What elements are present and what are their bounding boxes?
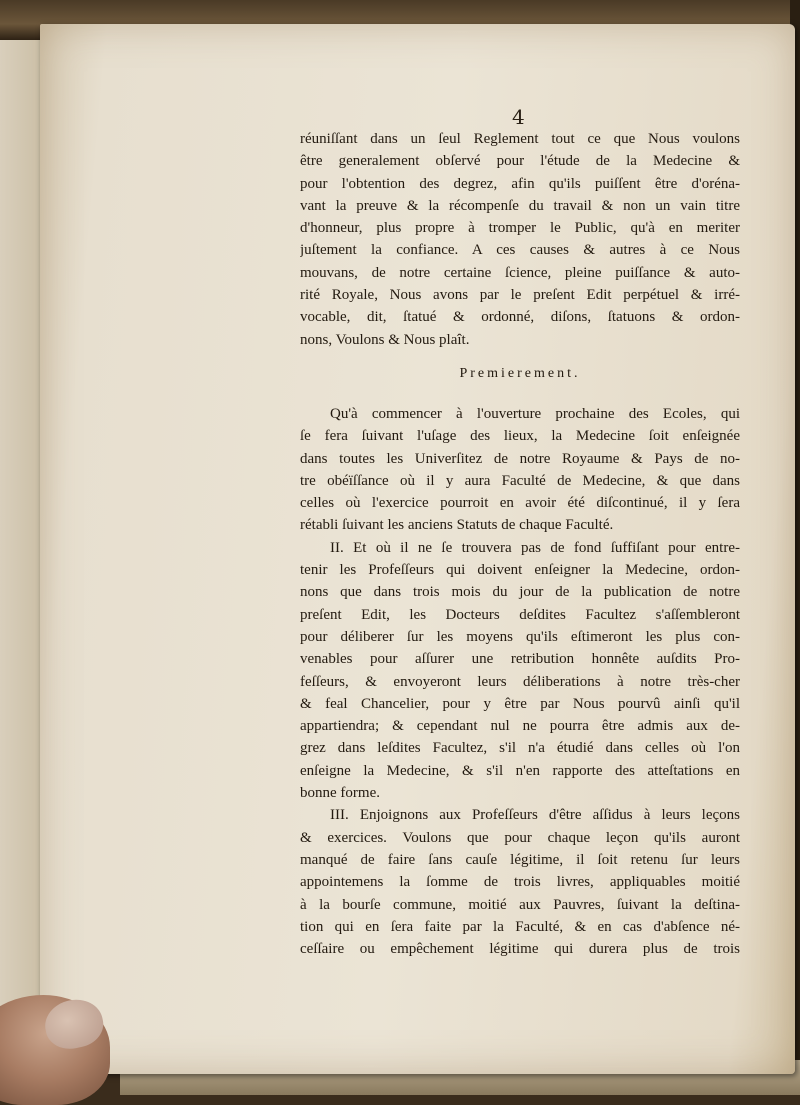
text-line: & feal Chancelier, pour y être par Nous pourvû ainſi qu'il <box>300 695 740 712</box>
text-line: nons, Voulons & Nous plaît. <box>300 331 470 348</box>
text-line: feſſeurs, & envoyeront leurs déliberations à notre très-cher <box>300 673 740 690</box>
text-line: grez dans leſdites Facultez, s'il n'a étudié dans celles où l'on <box>300 740 740 757</box>
text-line: rétabli ſuivant les anciens Statuts de chaque Faculté. <box>300 517 614 534</box>
text-line: être generalement obſervé pour l'étude de la Medecine & <box>300 153 740 170</box>
page-number: 4 <box>512 105 525 129</box>
text-line: d'honneur, plus propre à tromper le Public, qu'à en meriter <box>300 220 740 237</box>
text-line: nons que dans trois mois du jour de la publication de notre <box>300 584 740 601</box>
text-line: bonne forme. <box>300 785 380 802</box>
article-1 <box>300 403 740 537</box>
text-line: pour déliberer ſur les moyens qu'ils eſtimeront les plus con- <box>300 628 740 645</box>
text-line: tenir les Profeſſeurs qui doivent enſeigner la Medecine, ordon- <box>300 562 740 579</box>
text-line: & exercices. Voulons que pour chaque leçon qu'ils auront <box>300 829 740 846</box>
text-line: tre obéïſſance où il y aura Faculté de Medecine, & que dans <box>300 472 740 489</box>
text-line: II. Et où il ne ſe trouvera pas de fond ſuffiſant pour entre- <box>330 539 740 556</box>
text-line: réuniſſant dans un ſeul Reglement tout ce que Nous voulons <box>300 131 740 147</box>
text-line: rité Royale, Nous avons par le preſent Edit perpétuel & irré- <box>300 287 740 304</box>
text-line: ſe fera ſuivant l'uſage des lieux, la Medecine ſoit enſeignée <box>300 428 740 445</box>
text-line: à la bourſe commune, moitié aux Pauvres, ſuivant la deſtina- <box>300 896 740 913</box>
text-line: III. Enjoignons aux Profeſſeurs d'être aſſidus à leurs leçons <box>330 807 740 824</box>
text-line: ceſſaire ou empêchement légitime qui durera plus de trois <box>300 941 740 958</box>
text-line: appointemens la ſomme de trois livres, appliquables moitié <box>300 874 740 891</box>
article-3 <box>300 804 740 960</box>
text-line: dans toutes les Univerſitez de notre Royaume & Pays de no- <box>300 450 740 467</box>
paragraph-intro <box>300 128 740 351</box>
text-line: vocable, dit, ſtatué & ordonné, diſons, ſtatuons & ordon- <box>300 309 740 326</box>
text-line: juſtement la confiance. A ces causes & autres à ce Nous <box>300 242 740 259</box>
text-line: manqué de faire ſans cauſe légitime, il ſoit retenu ſur leurs <box>300 851 740 868</box>
text-line: preſent Edit, les Docteurs deſdites Facultez s'aſſembleront <box>300 606 740 623</box>
section-heading: Premierement. <box>459 365 581 381</box>
text-line: mouvans, de notre certaine ſcience, pleine puiſſance & auto- <box>300 264 740 281</box>
text-line: tion qui en ſera faite par la Faculté, & en cas d'abſence né- <box>300 918 740 935</box>
text-line: vant la preuve & la récompenſe du travail & non un vain titre <box>300 197 740 214</box>
text-line: Qu'à commencer à l'ouverture prochaine des Ecoles, qui <box>330 405 740 422</box>
article-2 <box>300 537 740 805</box>
text-line: pour l'obtention des degrez, afin qu'ils puiſſent être d'oréna- <box>300 175 740 192</box>
text-line: enſeigne la Medecine, & s'il n'en rapporte des atteſtations en <box>300 762 740 779</box>
body-text <box>300 128 740 960</box>
text-line: celles où l'exercice pourroit en avoir été diſcontinué, il y ſera <box>300 495 740 512</box>
text-line: appartiendra; & cependant nul ne pourra être admis aux de- <box>300 718 740 735</box>
text-line: venables pour aſſurer une retribution honnête auſdits Pro- <box>300 651 740 668</box>
